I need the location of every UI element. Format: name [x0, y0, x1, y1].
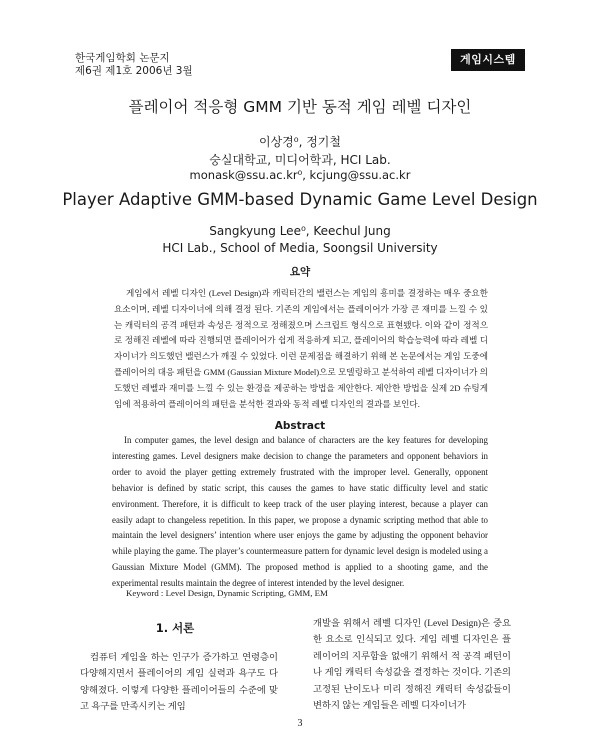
authors-korean: 이상경⁰, 정기철: [259, 135, 341, 149]
journal-name: 한국게임학회 논문지: [75, 52, 170, 64]
intro-right-column: 개발을 위해서 레벨 디자인 (Level Design)은 중요한 요소로 인식되고 있다. 게임 레벨 디자인은 플레이어의 지루함을 없애기 위해서 적 공격 패턴이나 게임 캐릭터 속성값을 결정하는 것이다. 기존의 고정된 난이도나 미리 정해진 캐릭터 속성값들이 변하지 않는 게임들은 레벨 디자이너가: [313, 619, 511, 712]
journal-info: [75, 52, 193, 78]
author-emails: monask@ssu.ac.kr⁰, kcjung@ssu.ac.kr: [189, 168, 411, 182]
affiliation-korean: 숭실대학교, 미디어학과, HCI Lab.: [209, 153, 391, 167]
section-tag: 게임시스템: [451, 49, 525, 71]
journal-issue: 제6권 제1호 2006년 3월: [75, 65, 193, 77]
title-english: Player Adaptive GMM-based Dynamic Game Level Design: [62, 190, 538, 209]
affiliation-english: HCI Lab., School of Media, Soongsil University: [162, 241, 438, 255]
section-heading-introduction: 1. 서론: [155, 621, 195, 635]
abstract-english-heading: Abstract: [274, 420, 326, 432]
page-number: 3: [297, 718, 303, 729]
abstract-korean-body: 게임에서 레벨 디자인 (Level Design)과 캐릭터간의 밸런스는 게임의 흥미를 결정하는 매우 중요한 요소이며, 레벨 디자이너에 의해 결정 된다. 기존의 게임에서는 플레이어가 가장 큰 재미를 느낄 수 있는 캐릭터의 공격 패턴과 속성은 정적으로 정해졌으며 스크립트 형식으로 표현됐다. 이와 같이 정적으로 정해진 레벨에 따라 진행되면 플레이어가 쉽게 적응하게 되고, 플레이어의 학습능력에 따라 레벨 디자이너가 의도했던 밸런스가 깨질 수 있었다. 이런 문제점을 해결하기 위해 본 논문에서는 게임 도중에 플레이어의 대응 패턴을 GMM (Gaussian Mixture Model)으로 모델링하고 분석하여 레벨 디자이너가 의도했던 레벨과 재미를 느낄 수 있는 환경을 제공하는 방법을 제안한다. 제안한 방법을 실제 2D 슈팅게임에 적용하여 플레이어의 패턴을 분석한 결과와 동적 레벨 디자인의 결과를 보인다.: [114, 288, 488, 409]
abstract-english-body: In computer games, the level design and balance of characters are the key features for developing interesting games. Level designers make decision to change the parameters and opponent behaviors in order to avoid the player getting extremely frustrated with the improper level. Generally, opponent behavior is defined by static script, this causes the games to have static difficulty level and static environment. Therefore, it is difficult to keep track of the user playing interest, because a player can easily adapt to changeless repetition. In this paper, we propose a dynamic scripting method that able to maintain the level designers’ intention where user enjoys the game by adjusting the opponent behavior while playing the game. The player’s countermeasure pattern for dynamic level design is modeled using a Gaussian Mixture Model (GMM). The proposed method is applied to a shooting game, and the experimental results maintain the degree of interest intended by the level designer.: [112, 435, 488, 589]
keywords: Keyword : Level Design, Dynamic Scripting, GMM, EM: [126, 588, 328, 598]
intro-left-column: 컴퓨터 게임을 하는 인구가 증가하고 연령층이 다양해지면서 플레이어의 게임 실력과 욕구도 다양해졌다. 이렇게 다양한 플레이어들의 수준에 맞고 욕구를 만족시키는 게임: [80, 653, 278, 713]
title-korean: 플레이어 적응형 GMM 기반 동적 게임 레벨 디자인: [128, 98, 472, 116]
abstract-korean-heading: 요약: [289, 266, 311, 278]
authors-english: Sangkyung Lee⁰, Keechul Jung: [209, 224, 391, 238]
